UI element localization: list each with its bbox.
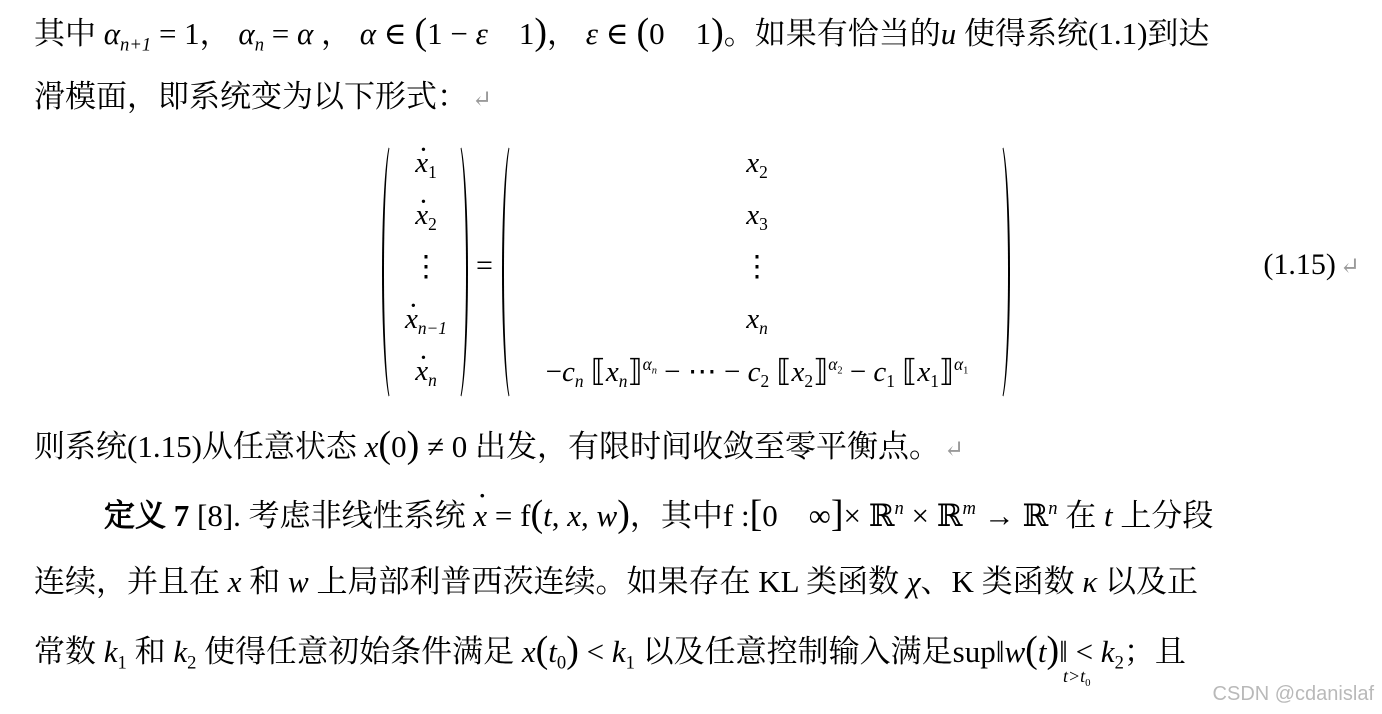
text-line-4 [104,492,1360,538]
text-span: 常数 [34,634,96,669]
sup-subscript: $t>t_0$ [1063,666,1091,689]
equation-number [1263,248,1360,282]
text-span: 考虑非线性系统 [248,498,466,533]
text-span: ；且 [1123,634,1186,669]
text-line-5 [34,560,1360,604]
definition-label: 定义 7 [104,498,190,533]
math-inline: $x(t_0) < k_1$ [521,629,635,674]
math-inline: sup‖w(t)‖ < $k_2$ [952,629,1124,674]
math-inline: α ∈ (1 − ε 1) [359,11,548,53]
equals-sign: = [476,249,493,282]
math-inline: x [220,564,250,599]
text-span: ， [547,16,579,51]
text-span: ，其中 [629,498,723,533]
text-span: ， [199,16,231,51]
text-span: 则系统(1.15)从任意状态 [34,429,357,464]
text-span: 上分段 [1120,498,1214,533]
paragraph-mark-icon: ↵ [944,437,965,463]
equation-block [380,137,1020,405]
math-inline: · x = f(t, x, w) [473,498,629,533]
text-span: 。如果有恰当的 [723,16,941,51]
citation[interactable]: [8]. [197,498,241,533]
text-span: 使得系统(1.1)到达 [964,16,1210,51]
text-span: 上局部利普西茨连续。如果存在 KL 类函数 [316,564,900,599]
math-inline: $\alpha_n = \alpha$ [238,16,314,56]
text-span: 连续，并且在 [34,564,220,599]
text-span: 滑模面，即系统变为以下形式： [34,79,468,114]
math-inline: χ [899,564,921,599]
rhs-vector: $x_2$ $x_3$ ⋮ $x_n$ $-c_n$ $⟦x_n⟧^{\alpha_n}$ − ⋯ − $c_2$ $⟦x_2⟧^{\alpha_2} - c_1$ $⟦x_1⟧^{\alpha_1}$ [545,147,969,392]
text-span: 和 [249,564,281,599]
text-span: 以及正 [1105,564,1199,599]
text-line-3 [34,423,1360,472]
text-span: 和 [134,634,166,669]
math-inline: $\alpha_{n+1} = 1$ [103,16,200,56]
math-inline: f :[0 ∞]× ℝ$^n$ × ℝ$^m$ → ℝ$^n$ [722,493,1058,535]
math-inline: x(0) ≠ 0 [364,424,468,466]
math-inline: $k_1$ [96,634,127,674]
math-inline: ε ∈ (0 1) [585,11,724,53]
text-span: 出发，有限时间收敛至零平衡点。 [475,429,940,464]
text-span: 其中 [34,16,96,51]
equation-number-text: (1.15) [1263,248,1336,281]
text-span: 使得任意初始条件满足 [204,634,515,669]
math-inline: κ [1074,564,1106,599]
text-line-2 [34,75,1360,122]
text-span: 在 [1065,498,1097,533]
text-span: ， [321,16,353,51]
text-line-6 [34,628,1360,674]
paragraph-mark-icon: ↵ [472,87,493,113]
math-inline: t [1096,498,1121,533]
paragraph-mark-icon: ↵ [1339,254,1360,280]
math-inline: $k_2$ [165,634,197,674]
watermark: CSDN @cdanislaf [1212,683,1374,705]
text-line-1 [34,10,1360,56]
text-span: 、K 类函数 [920,564,1075,599]
state-derivative-vector: · $x_1$ · $x_2$ ⋮ · $x_{n-1}$ · $x_n$ [388,137,464,397]
math-inline: u [940,16,957,51]
right-paren [452,141,468,403]
math-inline: w [280,564,317,599]
text-span: 以及任意控制输入满足 [642,634,953,669]
